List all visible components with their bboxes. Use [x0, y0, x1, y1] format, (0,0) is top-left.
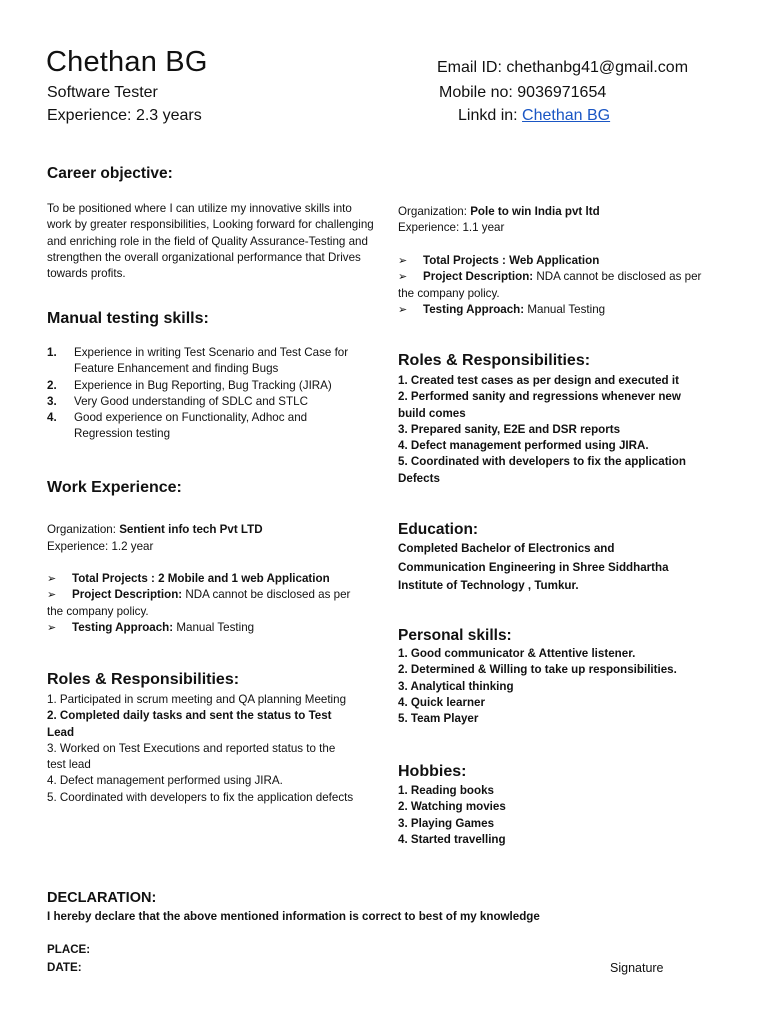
personal-skills-list	[398, 646, 718, 727]
declaration-text: I hereby declare that the above mentioned information is correct to best of my knowledge	[47, 910, 540, 923]
arrow-bullet-icon: ➢	[47, 573, 57, 585]
roles-list-2	[398, 373, 708, 487]
declaration-heading: DECLARATION:	[47, 890, 157, 906]
career-objective-text: To be positioned where I can utilize my innovative skills into work by greater responsibilities, Looking forward for challenging and enriching role in the field of Quality Assurance-Testing and strengthen the overall organizational performance that Drives towards profits.	[47, 202, 374, 281]
list-item: ➢ Testing Approach: Manual Testing	[398, 302, 708, 318]
hobbies-heading: Hobbies:	[398, 763, 467, 780]
mobile-line: Mobile no: 9036971654	[439, 84, 607, 101]
list-item: 4. Quick learner	[398, 695, 485, 709]
list-item: ➢ Project Description: NDA cannot be disclosed as per the company policy.	[398, 270, 702, 300]
education-text: Completed Bachelor of Electronics and Communication Engineering in Shree Siddhartha Institute of Technology , Tumkur.	[398, 542, 669, 592]
arrow-bullet-icon: ➢	[398, 255, 408, 267]
roles-list-1	[47, 692, 357, 806]
list-item: 1. Reading books	[398, 784, 494, 797]
list-item: 3. Very Good understanding of SDLC and STLC	[47, 394, 308, 408]
list-item: 5. Team Player	[398, 712, 479, 726]
date-label: DATE:	[47, 961, 82, 974]
roles-heading-2: Roles & Responsibilities:	[398, 352, 591, 369]
arrow-bullet-icon: ➢	[398, 271, 408, 284]
list-item: 5. Coordinated with developers to fix the application defects	[47, 790, 354, 804]
list-item: 4. Defect management performed using JIRA.	[398, 439, 649, 453]
list-item: 1. Participated in scrum meeting and QA planning Meeting	[47, 693, 347, 706]
arrow-bullet-icon: ➢	[47, 621, 57, 634]
roles-heading-1: Roles & Responsibilities:	[47, 671, 240, 688]
experience-1: Experience: 1.2 year	[47, 540, 154, 553]
signature-label: Signature	[610, 961, 664, 975]
linkedin-line	[458, 107, 610, 125]
list-item: 4. Started travelling	[398, 832, 506, 846]
organization-1: Organization: Sentient info tech Pvt LTD	[47, 523, 263, 536]
list-item: 1. Created test cases as per design and executed it	[398, 374, 679, 387]
organization-2: Organization: Pole to win India pvt ltd	[398, 205, 600, 218]
list-item: 2. Performed sanity and regressions whenever new build comes	[398, 390, 681, 420]
list-item: ➢ Project Description: NDA cannot be disclosed as per the company policy.	[47, 588, 351, 618]
project-bullets-2	[398, 253, 708, 318]
hobbies-list	[398, 783, 698, 848]
place-label: PLACE:	[47, 943, 91, 956]
list-item: 2. Experience in Bug Reporting, Bug Tracking (JIRA)	[47, 378, 332, 392]
list-item: 2. Determined & Willing to take up responsibilities.	[398, 663, 677, 677]
candidate-name: Chethan BG	[46, 46, 208, 78]
list-item: 2. Completed daily tasks and sent the status to Test Lead	[47, 709, 332, 739]
list-item: 3. Playing Games	[398, 816, 495, 830]
linkedin-link[interactable]: Chethan BG	[522, 107, 611, 124]
arrow-bullet-icon: ➢	[47, 589, 57, 602]
manual-skills-list	[47, 345, 367, 443]
list-item: 5. Coordinated with developers to fix the application Defects	[398, 455, 686, 485]
list-item: ➢ Total Projects : Web Application	[398, 253, 708, 269]
list-item: 2. Watching movies	[398, 800, 506, 814]
personal-skills-heading: Personal skills:	[398, 627, 512, 644]
arrow-bullet-icon: ➢	[398, 303, 408, 316]
list-item: 1. Experience in writing Test Scenario and Test Case for Feature Enhancement and finding Bugs	[47, 346, 349, 376]
list-item: 3. Prepared sanity, E2E and DSR reports	[398, 422, 621, 436]
manual-skills-heading: Manual testing skills:	[47, 310, 209, 327]
email-line: Email ID: chethanbg41@gmail.com	[437, 59, 689, 76]
job-title: Software Tester	[47, 84, 158, 101]
list-item: ➢ Testing Approach: Manual Testing	[47, 620, 357, 636]
list-item: 3. Analytical thinking	[398, 679, 514, 693]
list-item: 4. Good experience on Functionality, Adhoc and Regression testing	[47, 411, 308, 441]
work-experience-heading: Work Experience:	[47, 479, 182, 496]
list-item: 4. Defect management performed using JIRA.	[47, 774, 283, 788]
education-heading: Education:	[398, 521, 479, 538]
total-experience: Experience: 2.3 years	[47, 107, 202, 124]
list-item: 3. Worked on Test Executions and reported status to the test lead	[47, 741, 336, 772]
list-item: ➢ Total Projects : 2 Mobile and 1 web Application	[47, 571, 357, 587]
list-item: 1. Good communicator & Attentive listener.	[398, 647, 636, 660]
experience-2: Experience: 1.1 year	[398, 221, 505, 234]
project-bullets-1	[47, 571, 357, 636]
career-objective-heading: Career objective:	[47, 165, 173, 182]
linkedin-label: Linkd in:	[458, 107, 518, 124]
